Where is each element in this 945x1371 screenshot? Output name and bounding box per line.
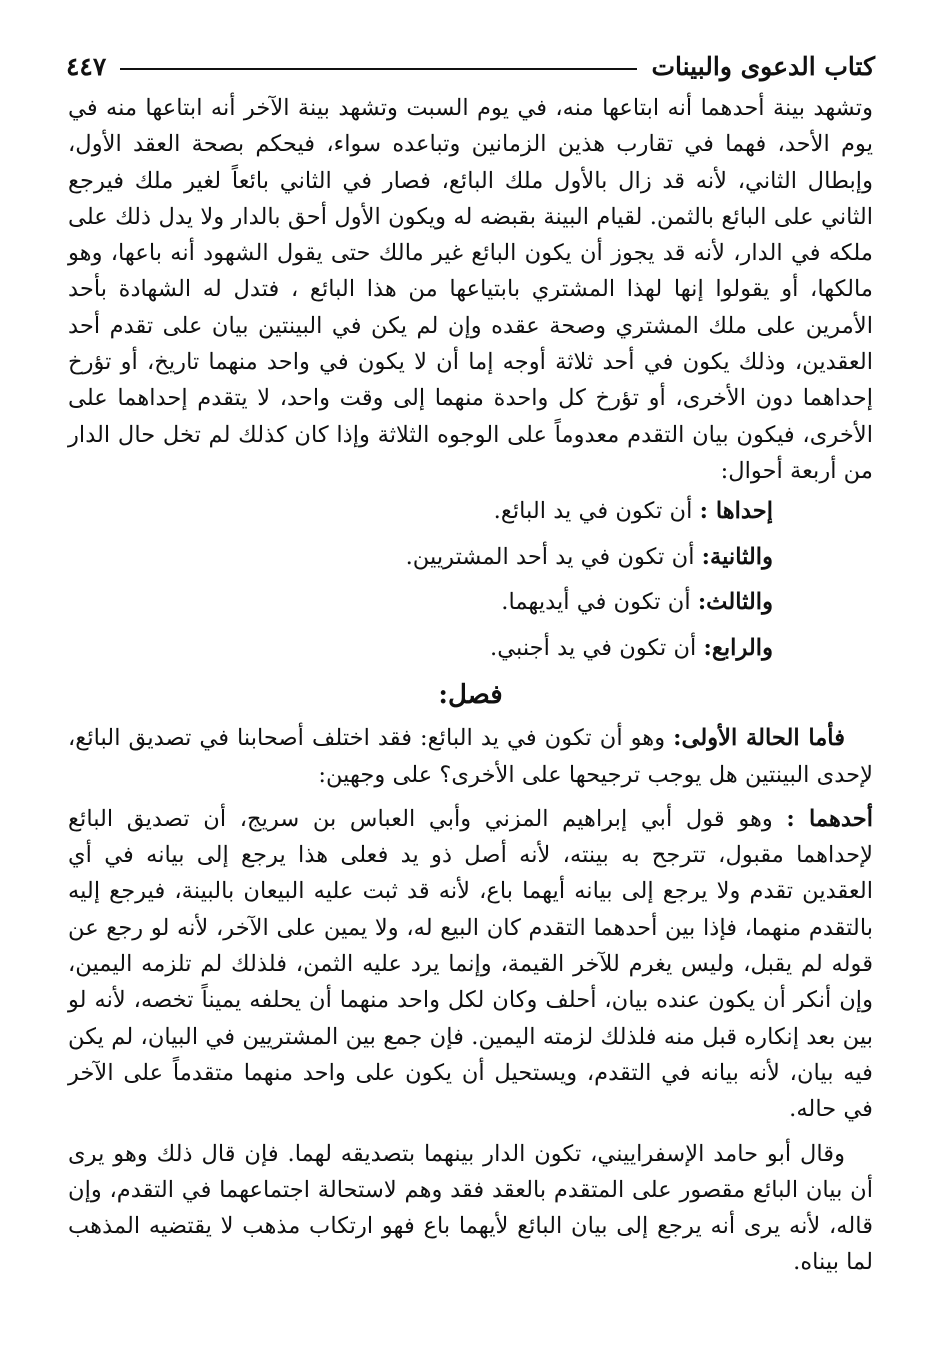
first-case-text: وهو أن تكون في يد البائع: فقد اختلف أصحابنا في تصديق البائع، لإحدى البينتين هل يوجب ترجيحها على الأخرى؟ على وجهين: — [68, 725, 873, 788]
case-item — [68, 626, 773, 672]
case-label: والثالث: — [697, 589, 773, 616]
case-text: أن تكون في يد أحد المشتريين. — [405, 543, 702, 570]
case-label: والثانية: — [701, 543, 773, 570]
case-text: أن تكون في يد البائع. — [493, 498, 700, 525]
case-text: أن تكون في يد أجنبي. — [490, 634, 704, 661]
page-header — [66, 44, 875, 88]
opinion-one-text: وهو قول أبي إبراهيم المزني وأبي العباس بن سريج، أن تصديق البائع لإحداهما مقبول، تترجح به بينته، لأنه أصل ذو يد فعلى هذا يرجع إلى بيانه في أي العقدين تقدم ولا يرجع إلى بيانه أيهما باع، لأنه قد ثبت عليه البيعان بالبينة، فيرجع إليه بالتقدم منهما، فإذا بين أحدهما التقدم كان البيع له، ولا يمين على الآخر، لأنه لو رجع عن قوله لم يقبل، وليس يغرم للآخر القيمة، وإنما يرد عليه الثمن، فلذلك لم تلزمه اليمين، وإن أنكر أن يكون عنده بيان، أحلف وكان لكل واحد منهما أن يحلفه يميناً تخصه، لأنه لو بين بعد إنكاره قبل منه فلذلك لزمته اليمين. فإن جمع بين المشتريين في البيان، لم يكن فيه بيان، لأنه بيانه في التقدم، ويستحيل أن يكون على واحد منهما متقدماً على الآخر في حاله. — [68, 805, 873, 1123]
page-body — [68, 90, 873, 1281]
running-title: كتاب الدعوى والبينات — [651, 51, 875, 81]
case-item — [68, 535, 773, 581]
case-label: إحداها : — [699, 498, 773, 525]
first-case-label: فأما الحالة الأولى: — [673, 725, 845, 752]
section-heading: فصل: — [438, 680, 503, 711]
header-rule — [120, 68, 637, 70]
case-label: والرابع: — [703, 634, 773, 661]
closing-paragraph: وقال أبو حامد الإسفراييني، تكون الدار بينهما بتصديقه لهما. فإن قال ذلك وهو يرى أن بيان البائع مقصور على المتقدم بالعقد فقد وهم لاستحالة اجتماعهما في التقدم، وإن قاله، لأنه يرى أنه يرجع إلى بيان البائع لأيهما باع فهو ارتكاب مذهب لا يقتضيه المذهب لما بيناه. — [68, 1140, 873, 1276]
case-item — [68, 489, 773, 535]
cases-list — [68, 489, 773, 671]
opinion-one-label: أحدهما : — [786, 805, 873, 832]
case-item — [68, 580, 773, 626]
case-text: أن تكون في أيديهما. — [501, 589, 698, 616]
intro-paragraph: وتشهد بينة أحدهما أنه ابتاعها منه، في يوم السبت وتشهد بينة الآخر أنه ابتاعها منه في يوم الأحد، فهما في تقارب هذين الزمانين وتباعده سواء، فيحكم بصحة العقد الأول، وإبطال الثاني، لأنه قد زال بالأول ملك البائع، فصار في الثاني بائعاً لغير ملك فيرجع الثاني على البائع بالثمن. لقيام البينة بقبضه له ويكون الأول أحق بالدار ولا يدل ذلك على ملكه في الدار، لأنه قد يجوز أن يكون البائع غير مالك حتى يقول الشهود أنه باعها، وهو مالكها، أو يقولوا إنها لهذا المشتري بابتياعها من هذا البائع ، فتدل له الشهادة بأحد الأمرين على ملك المشتري وصحة عقده وإن لم يكن في البينتين بيان على تقدم أحد العقدين، وذلك يكون في أحد ثلاثة أوجه إما أن لا يكون في واحد منهما تاريخ، أو تؤرخ إحداهما دون الأخرى، أو تؤرخ كل واحدة منهما إلى وقت واحد، لا يتقدم إحداهما على الأخرى، فيكون بيان التقدم معدوماً على الوجوه الثلاثة وإذا كان كذلك لم تخل حال الدار من أربعة أحوال: — [68, 95, 873, 484]
opinion-one-paragraph — [68, 801, 873, 1128]
first-case-paragraph — [68, 720, 873, 793]
page-number: ٤٤٧ — [66, 51, 107, 81]
